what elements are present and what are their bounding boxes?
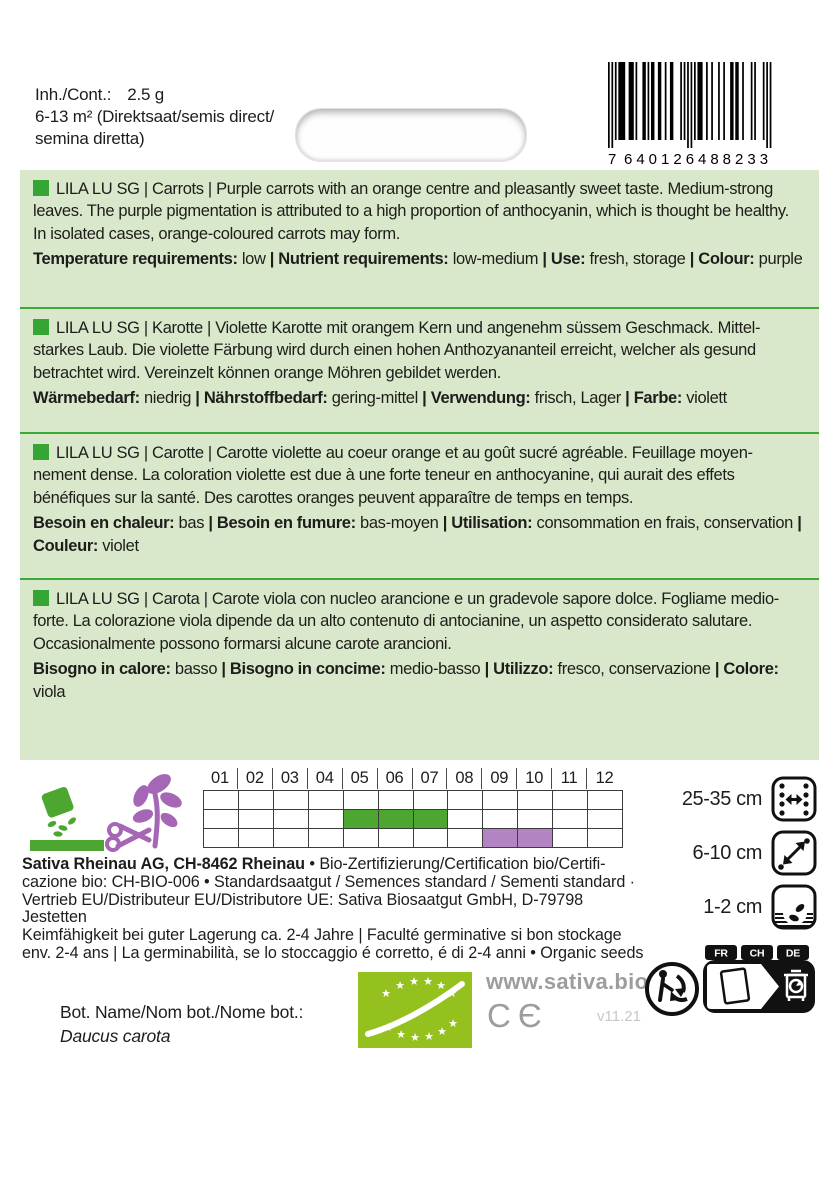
- spec-separator: |: [438, 514, 452, 533]
- spec-value: medio-basso: [385, 660, 481, 679]
- section-english: [20, 170, 819, 307]
- calendar-cell-harvest-10: [518, 829, 553, 848]
- specs-en: [33, 248, 805, 270]
- specs-de: [33, 387, 805, 409]
- spec-value: bas-moyen: [355, 514, 439, 533]
- svg-text:★: ★: [436, 979, 446, 992]
- spec-value: low-medium: [448, 250, 539, 269]
- calendar-cell-row-top-12: [588, 791, 623, 810]
- plant-spacing: [655, 830, 817, 876]
- calendar-cell-harvest-01: [204, 829, 239, 848]
- row-spacing-icon: [771, 776, 817, 822]
- calendar-cell-harvest-08: [448, 829, 483, 848]
- euro-slot-hole: [295, 108, 527, 162]
- barcode-group1: 640126: [624, 151, 699, 168]
- calendar-cell-row-top-03: [274, 791, 309, 810]
- legal-line-5: env. 2-4 ans | La germinabilità, se lo stoccaggio é corretto, é di 2-4 anni • Organic seeds: [22, 943, 644, 962]
- spec-label: Use:: [550, 250, 586, 269]
- green-square-icon: [33, 444, 49, 460]
- eu-organic-logo: [358, 972, 472, 1048]
- sowing-depth-value: 1-2 cm: [703, 895, 762, 918]
- spec-label: Verwendung:: [430, 389, 531, 408]
- svg-text:★: ★: [409, 975, 419, 988]
- section-french: [20, 432, 819, 578]
- calendar-month-01: 01: [203, 768, 238, 789]
- calendar-cell-harvest-06: [379, 829, 414, 848]
- svg-text:★: ★: [437, 1025, 447, 1038]
- calendar-cell-row-top-08: [448, 791, 483, 810]
- spec-value: basso: [170, 660, 218, 679]
- sowing-depth-icon: [771, 884, 817, 930]
- barcode-bars-svg: [608, 62, 774, 150]
- spec-separator: |: [204, 514, 217, 533]
- spec-label: Temperature requirements:: [33, 250, 238, 269]
- svg-text:★: ★: [383, 1021, 393, 1034]
- specs-it: [33, 658, 805, 703]
- spec-separator: |: [265, 250, 279, 269]
- calendar-month-11: 11: [552, 768, 587, 789]
- calendar-month-04: 04: [308, 768, 343, 789]
- section-italian: [20, 578, 819, 760]
- calendar-months: [203, 768, 622, 789]
- svg-text:★: ★: [410, 1031, 420, 1044]
- botanical-name-value: Daucus carota: [60, 1026, 171, 1046]
- row-spacing: [655, 776, 817, 822]
- calendar-month-10: 10: [517, 768, 552, 789]
- website-url: www.sativa.bio: [486, 969, 649, 994]
- spec-label: Nährstoffbedarf:: [203, 389, 328, 408]
- calendar-cell-harvest-11: [553, 829, 588, 848]
- barcode: [608, 62, 778, 168]
- description-panel: [20, 170, 819, 760]
- calendar-cell-row-top-09: [483, 791, 518, 810]
- eu-organic-leaf-icon: [358, 972, 472, 1048]
- calendar-cell-harvest-12: [588, 829, 623, 848]
- spec-label: Colore:: [723, 660, 779, 679]
- spec-separator: |: [417, 389, 431, 408]
- calendar-cell-row-top-02: [239, 791, 274, 810]
- green-square-icon: [33, 319, 49, 335]
- spec-label: Couleur:: [33, 536, 99, 555]
- calendar-grid: [203, 790, 623, 848]
- spec-value: frisch, Lager: [530, 389, 621, 408]
- spec-value: niedrig: [139, 389, 192, 408]
- barcode-group2: 488233: [698, 151, 773, 168]
- spec-label: Utilizzo:: [493, 660, 554, 679]
- coverage-line-2: semina diretta): [35, 129, 145, 148]
- coverage-line-1: 6-13 m² (Direktsaat/semis direct/: [35, 107, 275, 126]
- calendar-month-07: 07: [413, 768, 448, 789]
- barcode-digits: [608, 151, 778, 168]
- calendar-cell-harvest-05: [344, 829, 379, 848]
- legal-line-2: cazione bio: CH-BIO-006 • Standardsaatgut / Semences standard / Sementi standard ·: [22, 872, 635, 891]
- calendar-cell-sowing-04: [309, 810, 344, 829]
- country-de: DE: [785, 947, 801, 960]
- country-ch: CH: [749, 947, 765, 960]
- content-amount-line: [35, 84, 274, 106]
- direct-sowing-icon: [30, 786, 108, 852]
- legal-line-3: Vertrieb EU/Distributeur EU/Distributore UE: Sativa Biosaatgut GmbH, D-79798 Jestetten: [22, 890, 583, 927]
- spec-value: fresh, storage: [585, 250, 686, 269]
- spec-value: purple: [754, 250, 803, 269]
- ce-mark: CЄ: [487, 997, 549, 1034]
- calendar-cell-row-top-01: [204, 791, 239, 810]
- botanical-name: [60, 1000, 303, 1048]
- content-info: [35, 84, 274, 150]
- calendar-cell-harvest-04: [309, 829, 344, 848]
- calendar-cell-row-top-06: [379, 791, 414, 810]
- spec-value: consommation en frais, conservation: [532, 514, 794, 533]
- description-fr: LILA LU SG | Carotte | Carotte violette au coeur orange et au goût sucré agréable. Feuillage moyen-nement dense. La coloration violette est due à une forte teneur en anthocyanine, qui aurait des effets bénéfiques sur la santé. Des carottes oranges peuvent apparaître de temps en temps.: [33, 444, 753, 507]
- calendar-cell-sowing-08: [448, 810, 483, 829]
- svg-text:★: ★: [396, 1028, 406, 1041]
- description-en: LILA LU SG | Carrots | Purple carrots with an orange centre and pleasantly sweet taste. Medium-strong leaves. The purple pigmentation is attributed to a high proportion of anthocyanin, which is thought be healthy. In isolated cases, orange-coloured carrots may form.: [33, 180, 789, 243]
- spec-value: bas: [174, 514, 205, 533]
- seed-packet-icon: [721, 968, 749, 1003]
- spec-label: Besoin en chaleur:: [33, 514, 175, 533]
- calendar-cell-sowing-01: [204, 810, 239, 829]
- spec-value: viola: [33, 682, 66, 701]
- spec-label: Bisogno in calore:: [33, 660, 171, 679]
- spec-value: fresco, conservazione: [553, 660, 711, 679]
- calendar-cell-sowing-11: [553, 810, 588, 829]
- calendar-month-05: 05: [343, 768, 378, 789]
- spec-separator: |: [191, 389, 204, 408]
- spec-label: Wärmebedarf:: [33, 389, 140, 408]
- calendar-cell-sowing-07: [414, 810, 449, 829]
- svg-text:★: ★: [448, 1017, 458, 1030]
- calendar-month-03: 03: [273, 768, 308, 789]
- calendar-cell-sowing-02: [239, 810, 274, 829]
- calendar-cell-row-top-04: [309, 791, 344, 810]
- calendar-month-12: 12: [595, 769, 614, 787]
- spec-label: Nutrient requirements:: [278, 250, 449, 269]
- spec-label: Besoin en fumure:: [216, 514, 356, 533]
- plant-spacing-value: 6-10 cm: [692, 841, 762, 864]
- spec-separator: |: [217, 660, 230, 679]
- spec-separator: |: [710, 660, 724, 679]
- spec-label: Bisogno in concime:: [229, 660, 386, 679]
- calendar-cell-harvest-07: [414, 829, 449, 848]
- disposal-country-label: [703, 945, 815, 1015]
- spec-separator: |: [480, 660, 494, 679]
- spec-value: violet: [98, 536, 139, 555]
- spec-value: low: [237, 250, 266, 269]
- specs-fr: [33, 512, 805, 557]
- sowing-depth: [655, 884, 817, 930]
- recycling-bin-icon: [784, 971, 808, 1001]
- legal-text: [22, 856, 650, 963]
- description-it: LILA LU SG | Carota | Carote viola con nucleo arancione e un gradevole sapore dolce. Fogliame medio-forte. La colorazione viola dipende da un alto contenuto di antocianine, un aspetto considerato salutare. Occasionalmente possono formarsi alcune carote arancioni.: [33, 590, 779, 653]
- spec-value: gering-mittel: [327, 389, 418, 408]
- calendar-cell-harvest-09: [483, 829, 518, 848]
- harvest-icon: [103, 772, 187, 856]
- spacing-info: [655, 776, 817, 930]
- row-spacing-value: 25-35 cm: [681, 787, 762, 810]
- plant-spacing-icon: [771, 830, 817, 876]
- calendar-month-09: 09: [482, 768, 517, 789]
- svg-text:★: ★: [423, 975, 433, 988]
- green-square-icon: [33, 180, 49, 196]
- calendar-cell-sowing-10: [518, 810, 553, 829]
- country-fr: FR: [714, 947, 728, 960]
- green-square-icon: [33, 590, 49, 606]
- calendar-cell-sowing-09: [483, 810, 518, 829]
- spec-separator: |: [538, 250, 551, 269]
- legal-line-1: Sativa Rheinau AG, CH-8462 Rheinau • Bio-Zertifizierung/Certification bio/Certifi-: [22, 855, 606, 873]
- content-value: 2.5 g: [127, 85, 165, 104]
- svg-text:★: ★: [447, 987, 457, 1000]
- spec-separator: |: [620, 389, 634, 408]
- calendar-month-06: 06: [378, 768, 413, 789]
- spec-label: Utilisation:: [451, 514, 533, 533]
- calendar-cell-sowing-06: [379, 810, 414, 829]
- spec-value: violett: [682, 389, 727, 408]
- calendar-cell-sowing-05: [344, 810, 379, 829]
- spec-separator: |: [793, 514, 802, 533]
- calendar-month-02: 02: [238, 768, 273, 789]
- calendar-cell-sowing-12: [588, 810, 623, 829]
- svg-text:★: ★: [395, 979, 405, 992]
- triman-recycling-icon: [643, 960, 701, 1018]
- calendar-month-08: 08: [447, 768, 482, 789]
- content-label: Inh./Cont.:: [35, 85, 112, 104]
- calendar-cell-harvest-02: [239, 829, 274, 848]
- calendar-cell-harvest-03: [274, 829, 309, 848]
- svg-text:★: ★: [381, 987, 391, 1000]
- description-de: LILA LU SG | Karotte | Violette Karotte mit orangem Kern und angenehm süssem Geschmack. Mittel-starkes Laub. Die violette Färbung wird durch einen hohen Anthozyananteil erreicht, welcher als gesund betrachtet wird. Vereinzelt können orange Möhren gebildet werden.: [33, 319, 761, 382]
- version-number: v11.21: [597, 1008, 641, 1025]
- section-german: [20, 307, 819, 432]
- calendar-cell-row-top-07: [414, 791, 449, 810]
- calendar-cell-sowing-03: [274, 810, 309, 829]
- calendar-cell-row-top-10: [518, 791, 553, 810]
- svg-text:★: ★: [424, 1030, 434, 1043]
- spec-label: Farbe:: [633, 389, 683, 408]
- legal-line-4: Keimfähigkeit bei guter Lagerung ca. 2-4 Jahre | Faculté germinative si bon stockage: [22, 926, 622, 945]
- botanical-name-label: Bot. Name/Nom bot./Nome bot.:: [60, 1002, 304, 1022]
- spec-separator: |: [685, 250, 699, 269]
- calendar-cell-row-top-05: [344, 791, 379, 810]
- spec-label: Colour:: [698, 250, 755, 269]
- barcode-prefix: 7: [608, 151, 617, 168]
- calendar-cell-row-top-11: [553, 791, 588, 810]
